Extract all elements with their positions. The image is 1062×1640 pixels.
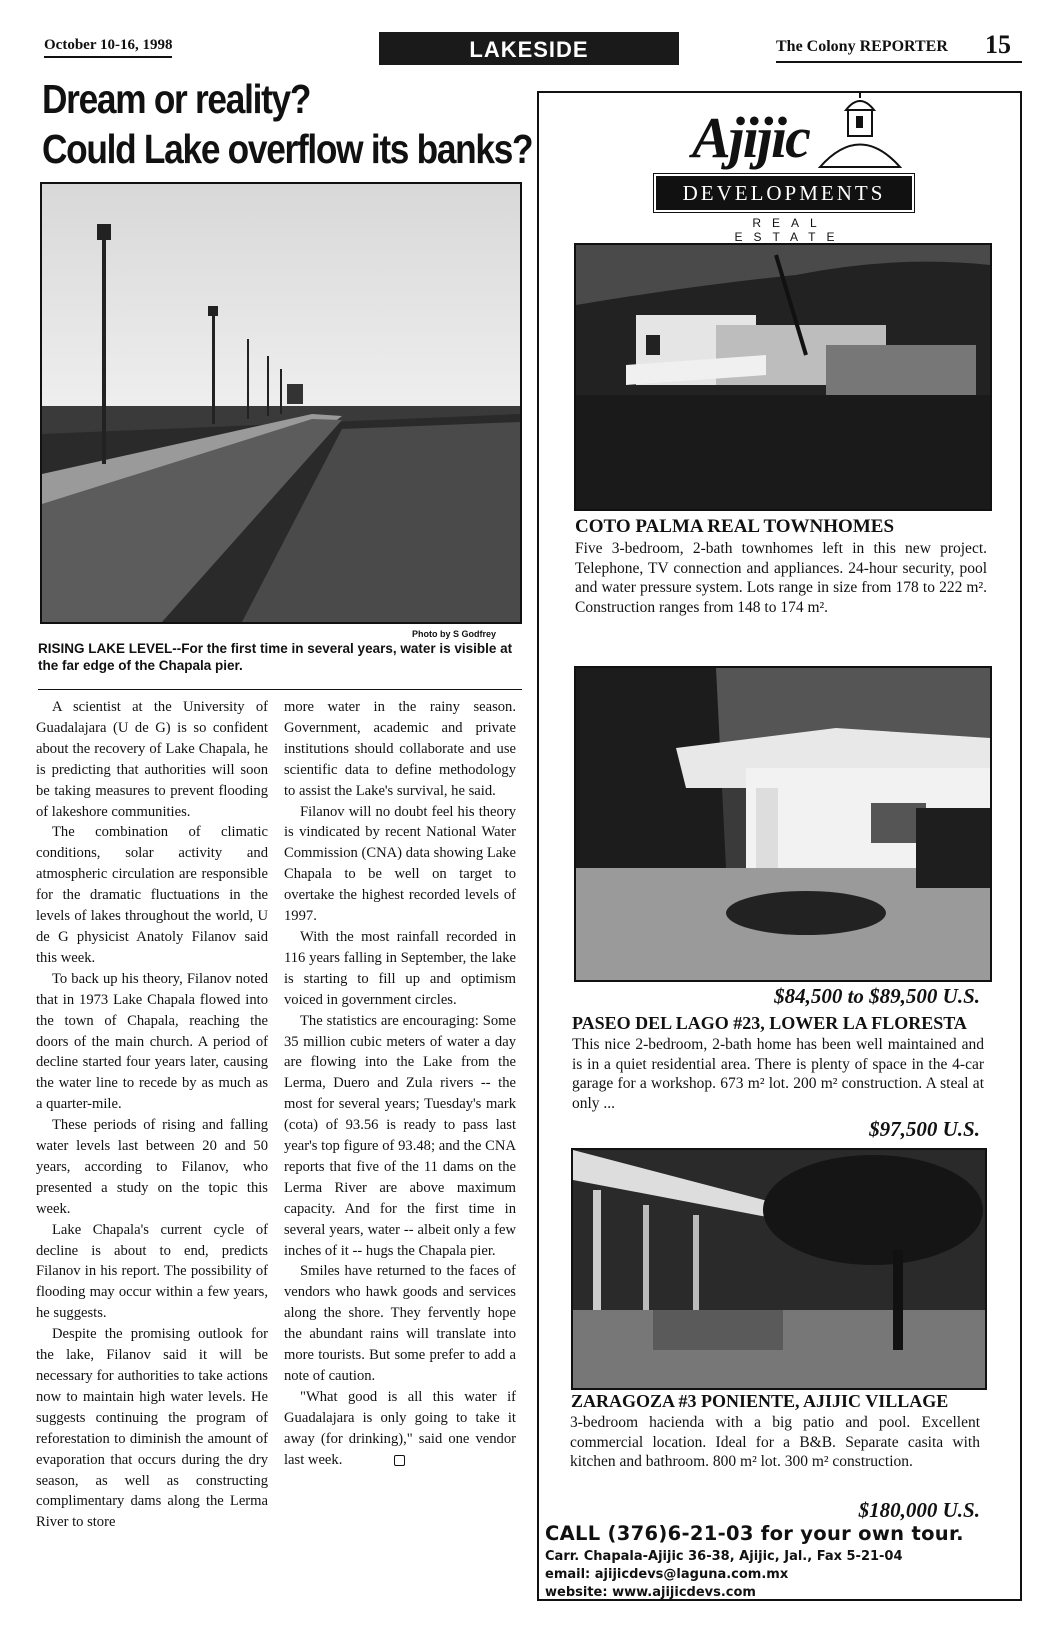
listing-3-title: ZARAGOZA #3 PONIENTE, AJIJIC VILLAGE xyxy=(571,1391,949,1411)
call-to-action: CALL (376)6-21-03 for your own tour. xyxy=(545,1522,964,1545)
issue-date: October 10-16, 1998 xyxy=(44,37,172,58)
paragraph: Smiles have returned to the faces of vendors who hawk goods and services along the shore. They fervently hope the abundant rains will translate into more tourists. But some prefer to add a note of caution. xyxy=(284,1263,516,1384)
paragraph: A scientist at the University of Guadalajara (U de G) is so confident about the recovery of Lake Chapala, he is predicting that authorities will soon be taking measures to prevent flooding of lakeshore communities. xyxy=(36,699,268,820)
logo-developments-bar: DEVELOPMENTS xyxy=(656,176,912,210)
headline-line-2: Could Lake overflow its banks? xyxy=(42,126,533,172)
listing-3-description: 3-bedroom hacienda with a big patio and pool. Excellent commercial location. Ideal for a B&B. Separate casita with kitchen and bathroom. 800 m² lot. 300 m² construction. xyxy=(570,1414,980,1470)
logo-tagline: REAL ESTATE xyxy=(734,216,846,244)
paragraph: Despite the promising outlook for the lake, Filanov said it will be necessary for authorities to take actions now to maintain high water levels. He suggests continuing the program of reforestation to diminish the amount of evaporation that occurs during the dry season, as well as constructing complimentary dams along the Lerma River to store xyxy=(36,1326,268,1531)
newspaper-name: The Colony REPORTER xyxy=(776,38,948,55)
photo-caption: RISING LAKE LEVEL--For the first time in several years, water is visible at the far edge of the Chapala pier. xyxy=(38,641,513,673)
contact-address: Carr. Chapala-Ajijic 36-38, Ajijic, Jal., Fax 5-21-04 xyxy=(545,1549,903,1564)
listing-2-price: $97,500 U.S. xyxy=(869,1117,980,1141)
end-mark-icon xyxy=(394,1455,405,1466)
pier-photo xyxy=(40,182,522,624)
listing-2-title: PASEO DEL LAGO #23, LOWER LA FLORESTA xyxy=(572,1013,967,1033)
paragraph: The statistics are encouraging: Some 35 million cubic meters of water a day are flowing into the Lake from the Lerma, Duero and Zula rivers -- the most for several years; Tuesday's mark (cota) of 93.56 is ready to pass last year's top figure of 93.48; and the CNA reports that five of the 11 dams on the Lerma River are above maximum capacity. And for the first time in several years, water -- albeit only a few inches of it -- hugs the Chapala pier. xyxy=(284,1012,516,1259)
headline-line-1: Dream or reality? xyxy=(42,76,311,122)
hacienda-illustration xyxy=(573,1150,985,1388)
listing-3-price: $180,000 U.S. xyxy=(858,1498,980,1522)
page-number: 15 xyxy=(985,30,1011,59)
paragraph: To back up his theory, Filanov noted that in 1973 Lake Chapala flowed into the town of Chapala, reaching the doors of the main church. A period of decline started four years later, causing the water line to recede by as much as a quarter-mile. xyxy=(36,970,268,1113)
listing-photo-townhomes xyxy=(574,243,992,511)
masthead-rule xyxy=(776,61,1022,63)
paragraph: These periods of rising and falling water levels last between 20 and 50 years, according to Filanov, who presented a study on the topic this week. xyxy=(36,1117,268,1217)
caption-rule xyxy=(38,689,522,690)
paragraph: Lake Chapala's current cycle of decline is about to end, predicts Filanov in his report. The possibility of flooding may occur within a few years, he suggests. xyxy=(36,1221,268,1322)
last-paragraph xyxy=(284,1387,516,1471)
listing-1-price: $84,500 to $89,500 U.S. xyxy=(774,984,980,1008)
article-column-2 xyxy=(284,697,516,1471)
article-column-1 xyxy=(36,697,268,1533)
contact-website: website: www.ajijicdevs.com xyxy=(545,1585,756,1600)
paragraph: more water in the rainy season. Government, academic and private institutions should collaborate and use scientific data to define methodology to assist the Lake's survival, he said. xyxy=(284,699,516,799)
listing-photo-zaragoza xyxy=(571,1148,987,1390)
paragraph: With the most rainfall recorded in 116 years falling in September, the lake is starting to fill up and optimism voiced in government circles. xyxy=(284,928,516,1008)
listing-2-description: This nice 2-bedroom, 2-bath home has been well maintained and is in a quiet residential area. There is plenty of space in the 4-car garage for a workshop. 673 m² lot. 200 m² construction. A steal at only ... xyxy=(572,1036,984,1112)
townhome-illustration xyxy=(576,245,990,509)
paragraph-text: "What good is all this water if Guadalajara is only going to take it away (for drinking)," said one vendor last week. xyxy=(284,1388,516,1468)
house-illustration xyxy=(576,668,990,980)
contact-email: email: ajijicdevs@laguna.com.mx xyxy=(545,1567,789,1582)
section-banner: LAKESIDE xyxy=(379,32,679,65)
listing-photo-paseo-del-lago xyxy=(574,666,992,982)
listing-1-description: Five 3-bedroom, 2-bath townhomes left in this new project. Telephone, TV connection and appliances. 24-hour security, pool and water pressure system. Lots range in size from 178 to 222 m². Construction ranges from 148 to 174 m². xyxy=(575,540,987,616)
logo-wordmark: Ajijic xyxy=(692,105,809,170)
article-headline xyxy=(42,74,533,174)
dome-logo-icon xyxy=(810,92,910,172)
paragraph: Filanov will no doubt feel his theory is vindicated by recent National Water Commission (CNA) data showing Lake Chapala to be well on target to overtake the highest recorded levels of 1997. xyxy=(284,803,516,925)
paragraph: The combination of climatic conditions, solar activity and atmospheric circulation are responsible for the dramatic fluctuations in the levels of lakes throughout the world, U de G physicist Anatoly Filanov said this week. xyxy=(36,824,268,966)
listing-1-title: COTO PALMA REAL TOWNHOMES xyxy=(575,516,895,537)
pier-illustration xyxy=(42,184,520,622)
photo-credit: Photo by S Godfrey xyxy=(412,629,497,639)
